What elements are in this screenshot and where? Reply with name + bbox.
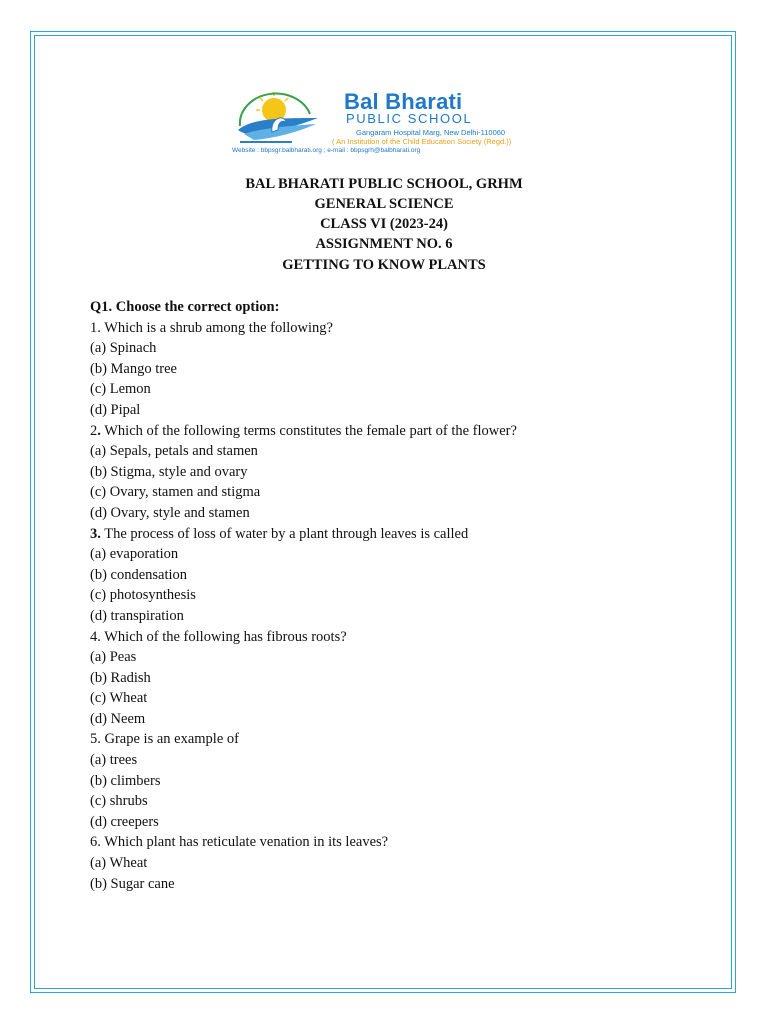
header-class: CLASS VI (2023-24)	[320, 216, 448, 232]
option: (c) Wheat	[90, 690, 148, 707]
header-assignment: ASSIGNMENT NO. 6	[315, 236, 453, 252]
question-text: The process of loss of water by a plant through leaves is called	[100, 525, 469, 542]
question: 4. Which of the following has fibrous roots?	[90, 628, 347, 645]
option: (b) condensation	[90, 566, 188, 583]
question-number: 4	[90, 628, 98, 645]
option: (b) climbers	[90, 772, 161, 789]
logo-school-name: Bal Bharati	[344, 89, 463, 114]
question-text: Grape is an example of	[100, 731, 239, 748]
option: (d) Pipal	[90, 401, 141, 418]
option: (a) Wheat	[90, 855, 148, 872]
option: (d) Neem	[90, 710, 146, 727]
question: 1. Which is a shrub among the following?	[90, 319, 333, 336]
question-number: 2	[90, 422, 98, 439]
question-text: Which plant has reticulate venation in its leaves?	[100, 834, 389, 851]
question: 3. The process of loss of water by a plant through leaves is called	[90, 525, 469, 542]
option: (a) trees	[90, 752, 138, 769]
swan-emblem-icon	[232, 88, 342, 148]
question-text: Which of the following terms constitutes the female part of the flower?	[100, 422, 517, 439]
question-list	[90, 297, 710, 894]
school-logo	[232, 88, 522, 158]
option: (c) photosynthesis	[90, 587, 196, 604]
header-subject: GENERAL SCIENCE	[314, 196, 454, 212]
logo-website: Website : bbpsgr.balbharati.org ; e-mail : bbpsgrh@balbharati.org	[232, 147, 421, 154]
header-school: BAL BHARATI PUBLIC SCHOOL, GRHM	[245, 176, 523, 192]
option: (b) Mango tree	[90, 360, 177, 377]
option: (a) Sepals, petals and stamen	[90, 443, 258, 460]
question-number: 1	[90, 319, 98, 336]
question-text: Which is a shrub among the following?	[100, 319, 333, 336]
option: (b) Stigma, style and ovary	[90, 463, 248, 480]
question-number: 3	[90, 525, 98, 542]
question: 2. Which of the following terms constitutes the female part of the flower?	[90, 422, 517, 439]
question-text: Which of the following has fibrous roots?	[100, 628, 347, 645]
option: (a) Spinach	[90, 340, 157, 357]
header-topic: GETTING TO KNOW PLANTS	[282, 257, 486, 273]
option: (c) Lemon	[90, 381, 151, 398]
logo-society: ( An Institution of the Child Education Society (Regd.))	[332, 137, 512, 146]
logo-school-subtitle: PUBLIC SCHOOL	[346, 111, 473, 126]
option: (d) creepers	[90, 813, 159, 830]
option: (b) Sugar cane	[90, 875, 175, 892]
option: (c) shrubs	[90, 793, 148, 810]
option: (d) Ovary, style and stamen	[90, 504, 250, 521]
question: 5. Grape is an example of	[90, 731, 239, 748]
question-number: 6	[90, 834, 98, 851]
logo-address: Gangaram Hospital Marg, New Delhi-110060	[356, 128, 506, 137]
section-heading: Q1. Choose the correct option:	[90, 299, 280, 315]
question: 6. Which plant has reticulate venation in its leaves?	[90, 834, 389, 851]
option: (a) evaporation	[90, 546, 179, 563]
question-number: 5	[90, 731, 98, 748]
option: (b) Radish	[90, 669, 151, 686]
option: (d) transpiration	[90, 607, 184, 624]
option: (a) Peas	[90, 649, 137, 666]
option: (c) Ovary, stamen and stigma	[90, 484, 261, 501]
